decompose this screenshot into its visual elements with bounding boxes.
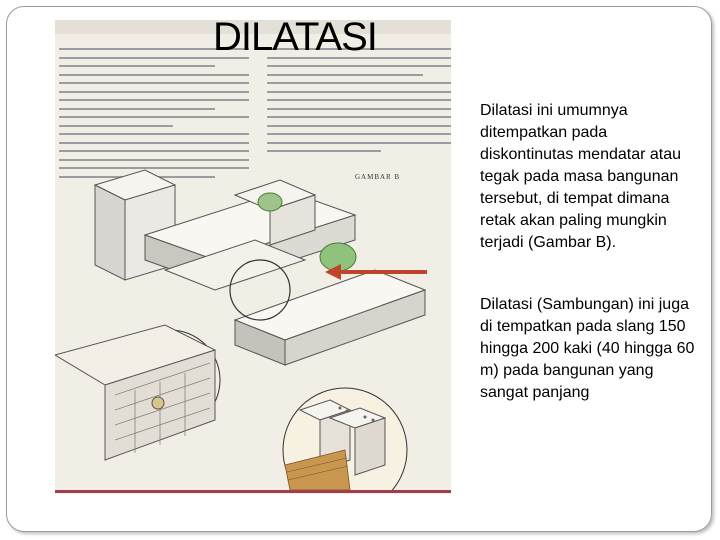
paragraph-dilatasi-placement: Dilatasi ini umumnya ditempatkan pada diskontinutas mendatar atau tegak pada masa bangunan tersebut, di tempat dimana retak akan paling mungkin terjadi (Gambar B). [480,102,682,251]
slide-title: DILATASI [213,15,377,59]
scan-bottom-rule [55,490,451,493]
paragraph-dilatasi-spacing: Dilatasi (Sambungan) ini juga di tempatkan pada slang 150 hingga 200 kaki (40 hingga 60 m) pada bangunan yang sangat panjang [480,296,695,401]
figure-label: GAMBAR B [355,173,401,181]
scanned-book-page [55,20,451,494]
scan-text-column-right [267,48,451,159]
building-isometric-illustration [55,160,451,490]
